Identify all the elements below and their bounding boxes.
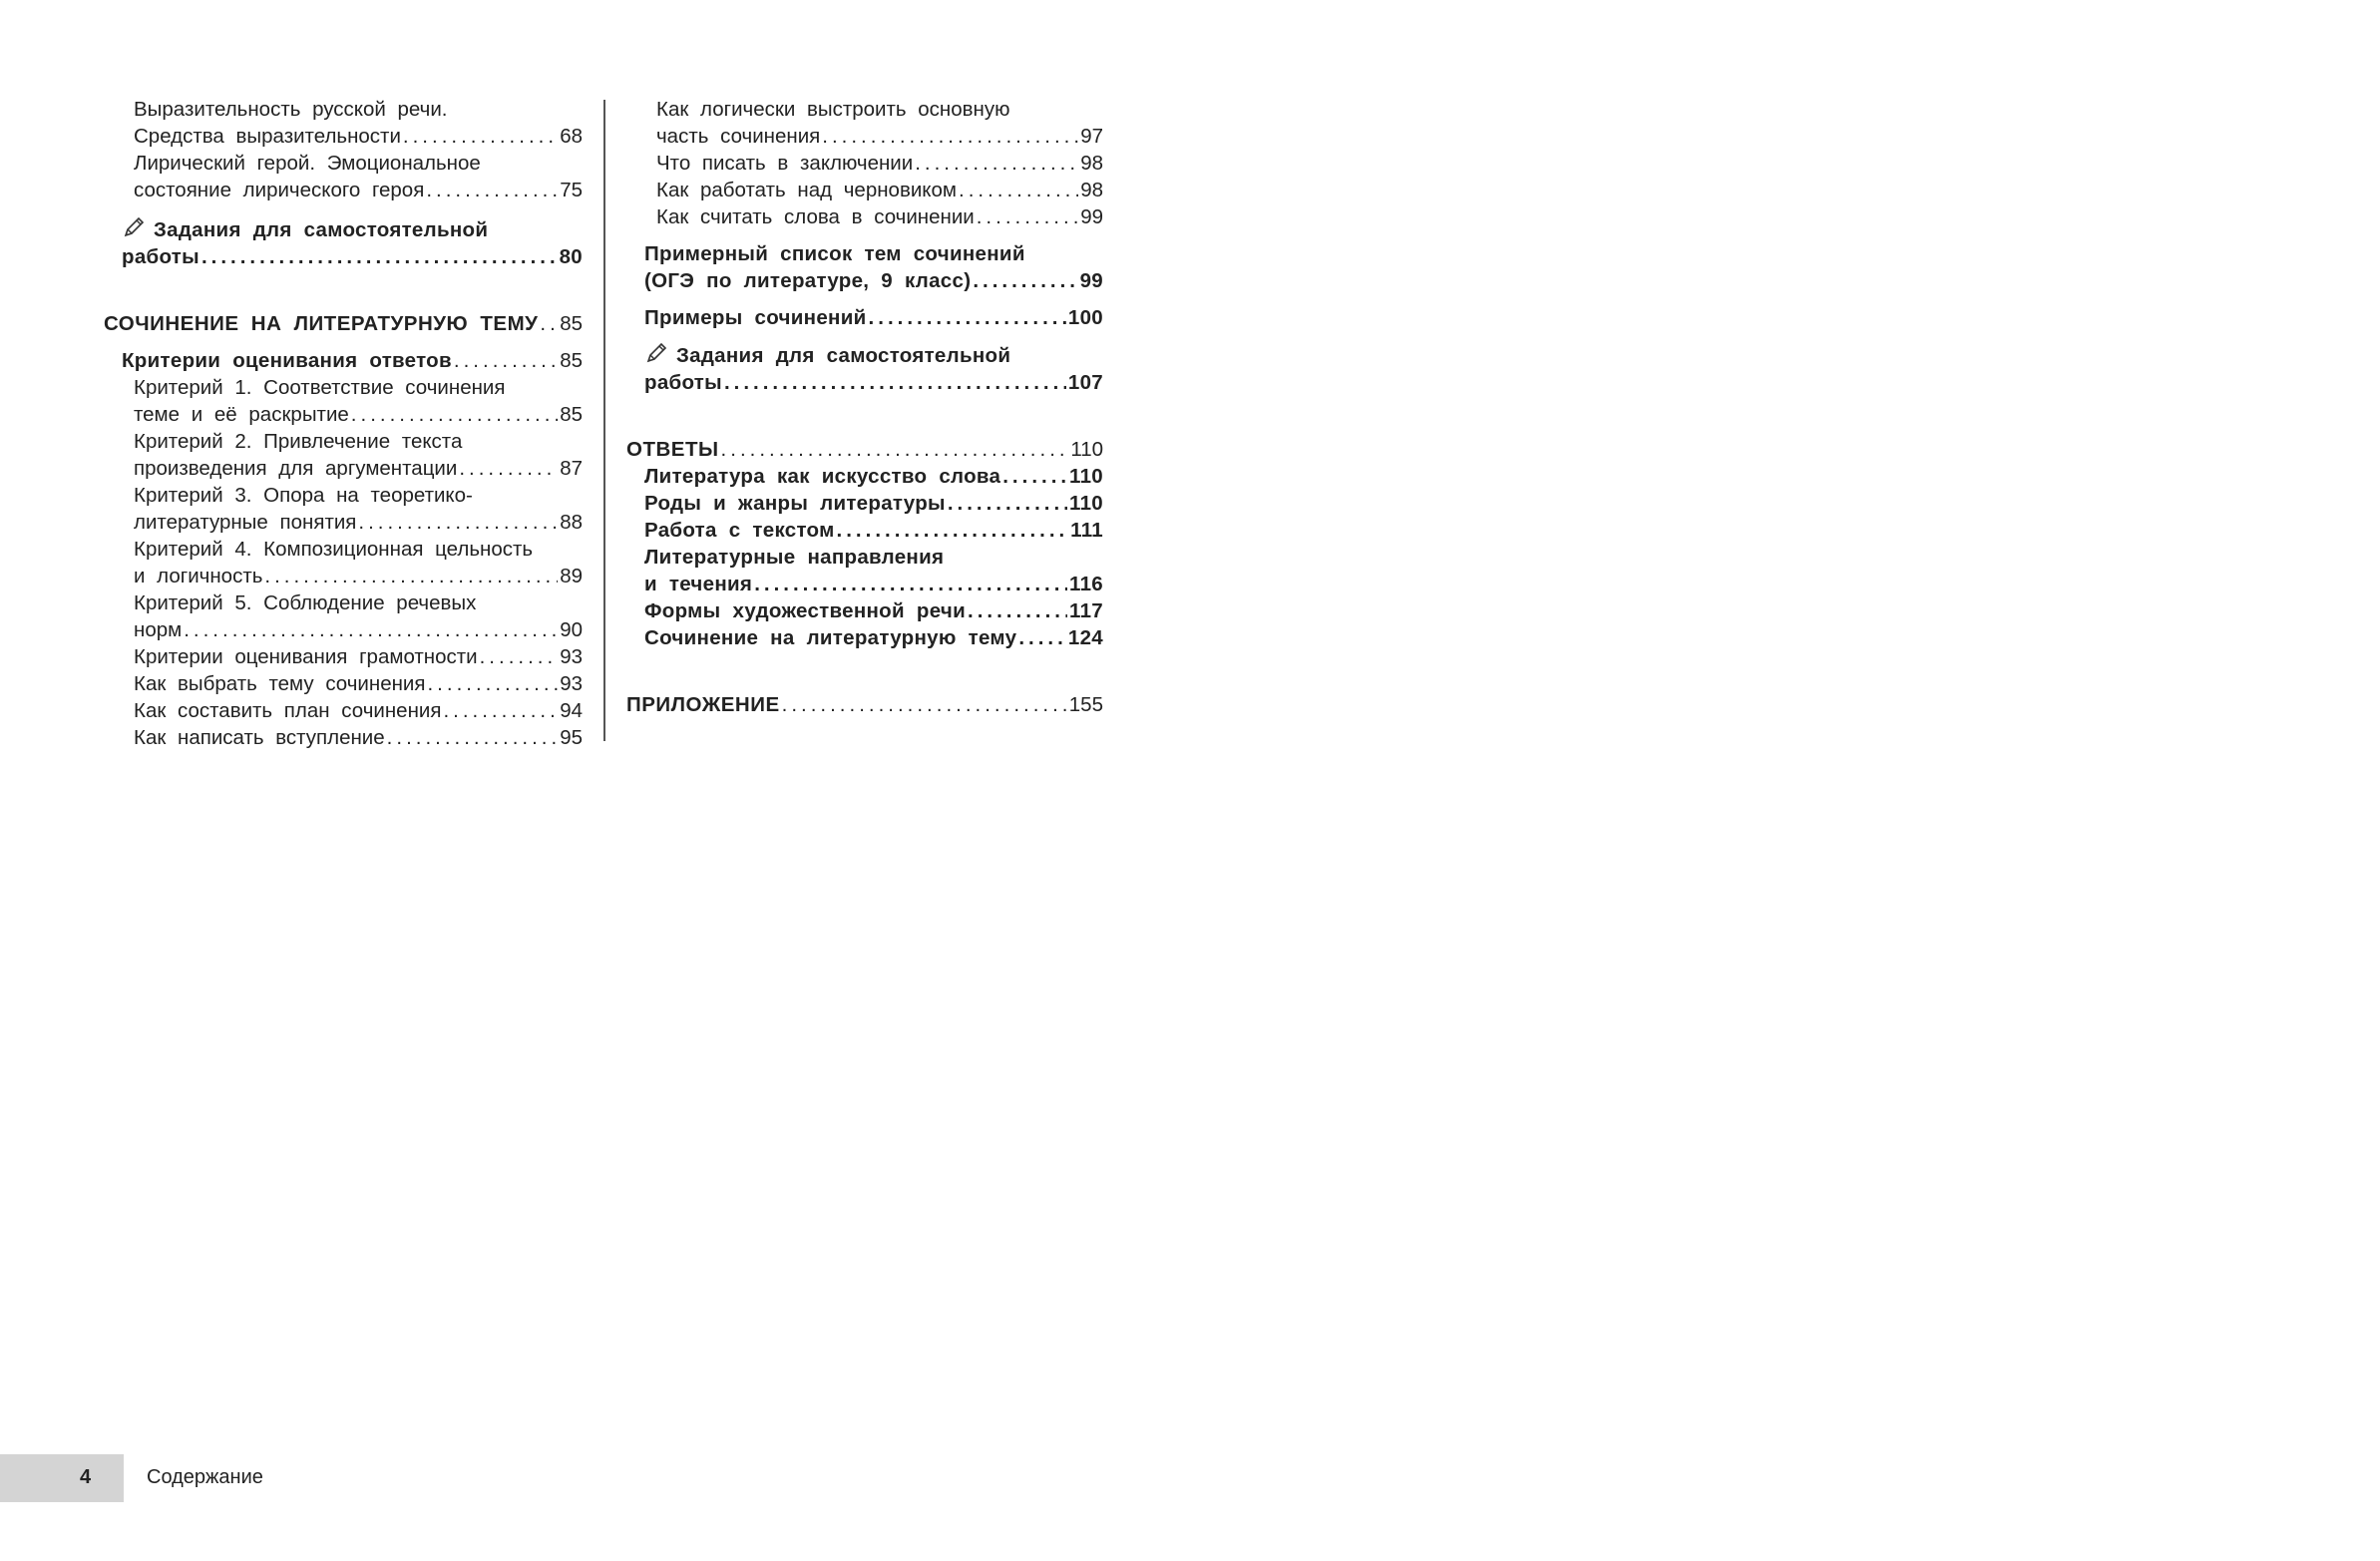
leader-dots: [782, 691, 1067, 718]
toc-entry[interactable]: Критерий 1. Соответствие сочинения теме и её раскрытие ..... 85: [104, 374, 583, 428]
page-number: 85: [560, 312, 583, 335]
toc-column-left: [104, 96, 583, 751]
page-number: 97: [1080, 125, 1103, 148]
page-number: 99: [1080, 205, 1103, 228]
toc-entry[interactable]: Лирический герой. Эмоциональное состояние лирического героя ..... 75: [104, 150, 583, 203]
page-number: 85: [560, 403, 583, 426]
toc-column-right: [626, 96, 1103, 718]
page-number: 85: [560, 349, 583, 372]
toc-entry[interactable]: Что писать в заключении ..... 98: [626, 150, 1103, 177]
page-number: 111: [1070, 519, 1103, 542]
leader-dots: [403, 123, 558, 150]
page-number: 117: [1069, 599, 1103, 622]
toc-entry[interactable]: Критерий 3. Опора на теоретико- литературные понятия ..... 88: [104, 482, 583, 536]
pencil-icon: [122, 215, 146, 239]
toc-entry[interactable]: Как выбрать тему сочинения ..... 93: [104, 670, 583, 697]
leader-dots: [1018, 624, 1066, 651]
page-number: 89: [560, 565, 583, 587]
toc-subsection[interactable]: Литературные направления и течения ..... 116: [626, 544, 1103, 597]
toc-subsection[interactable]: Работа с текстом ..... 111: [626, 517, 1103, 544]
page-number: 87: [560, 457, 583, 480]
leader-dots: [959, 177, 1078, 203]
leader-dots: [977, 203, 1078, 230]
toc-entry[interactable]: Критерий 4. Композиционная цельность и логичность ..... 89: [104, 536, 583, 589]
leader-dots: [948, 490, 1067, 517]
toc-entry[interactable]: Как логически выстроить основную часть сочинения ..... 97: [626, 96, 1103, 150]
column-divider: [603, 100, 605, 741]
toc-entry[interactable]: Как считать слова в сочинении ..... 99: [626, 203, 1103, 230]
page-number: 98: [1080, 152, 1103, 175]
toc-subsection[interactable]: Сочинение на литературную тему ..... 124: [626, 624, 1103, 651]
leader-dots: [973, 267, 1077, 294]
page-number: 110: [1069, 492, 1103, 515]
page-number: 94: [560, 699, 583, 722]
page-number: 75: [560, 179, 583, 201]
toc-entry[interactable]: Как работать над черновиком ..... 98: [626, 177, 1103, 203]
leader-dots: [721, 436, 1069, 463]
leader-dots: [184, 616, 558, 643]
page-number: 116: [1069, 573, 1103, 595]
toc-entry[interactable]: Выразительность русской речи. Средства выразительности ..... 68: [104, 96, 583, 150]
leader-dots: [915, 150, 1078, 177]
toc-section-heading[interactable]: ПРИЛОЖЕНИЕ ..... 155: [626, 691, 1103, 718]
leader-dots: [869, 304, 1066, 331]
toc-entry-tasks[interactable]: Задания для самостоятельной работы ..... 107: [626, 341, 1103, 396]
page-number: 93: [560, 645, 583, 668]
page-number: 124: [1067, 626, 1103, 649]
page-number: 99: [1079, 269, 1103, 292]
toc-entry[interactable]: Как написать вступление ..... 95: [104, 724, 583, 751]
page-number: 80: [559, 245, 583, 268]
toc-subsection[interactable]: Критерии оценивания ответов ..... 85: [104, 347, 583, 374]
toc-subsection[interactable]: Литература как искусство слова ..... 110: [626, 463, 1103, 490]
page-number: 155: [1068, 693, 1103, 716]
leader-dots: [822, 123, 1078, 150]
page-number: 93: [560, 672, 583, 695]
toc-subsection[interactable]: Роды и жанры литературы ..... 110: [626, 490, 1103, 517]
toc-section-heading[interactable]: ОТВЕТЫ ..... 110: [626, 436, 1103, 463]
footer-tab: [0, 1454, 124, 1502]
toc-section-heading[interactable]: СОЧИНЕНИЕ НА ЛИТЕРАТУРНУЮ ТЕМУ ..... 85: [104, 310, 583, 337]
toc-subsection[interactable]: Примерный список тем сочинений (ОГЭ по литературе, 9 класс) ..... 99: [626, 240, 1103, 294]
leader-dots: [454, 347, 558, 374]
page-number: 98: [1080, 179, 1103, 201]
toc-subsection[interactable]: Примеры сочинений ..... 100: [626, 304, 1103, 331]
toc-subsection[interactable]: Формы художественной речи ..... 117: [626, 597, 1103, 624]
page-number: 68: [560, 125, 583, 148]
page-number: 95: [560, 726, 583, 749]
toc-entry[interactable]: Как составить план сочинения ..... 94: [104, 697, 583, 724]
leader-dots: [427, 670, 558, 697]
leader-dots: [351, 401, 558, 428]
leader-dots: [387, 724, 559, 751]
leader-dots: [264, 563, 558, 589]
footer-section-title: Содержание: [147, 1466, 263, 1488]
leader-dots: [480, 643, 559, 670]
leader-dots: [459, 455, 558, 482]
leader-dots: [968, 597, 1067, 624]
toc-entry-tasks[interactable]: Задания для самостоятельной работы ..... 80: [104, 215, 583, 270]
page-number: 88: [560, 511, 583, 534]
leader-dots: [358, 509, 558, 536]
page-number: 110: [1070, 438, 1103, 461]
leader-dots: [426, 177, 558, 203]
leader-dots: [443, 697, 558, 724]
leader-dots: [201, 243, 558, 270]
leader-dots: [1002, 463, 1067, 490]
leader-dots: [837, 517, 1069, 544]
toc-entry[interactable]: Критерии оценивания грамотности ..... 93: [104, 643, 583, 670]
leader-dots: [540, 310, 558, 337]
toc-entry[interactable]: Критерий 5. Соблюдение речевых норм ..... 90: [104, 589, 583, 643]
footer-page-number: 4: [80, 1466, 92, 1488]
page-number: 90: [560, 618, 583, 641]
page-number: 100: [1067, 306, 1103, 329]
pencil-icon: [644, 341, 668, 365]
leader-dots: [754, 571, 1067, 597]
page-number: 107: [1067, 371, 1103, 394]
page-number: 110: [1069, 465, 1103, 488]
toc-entry[interactable]: Критерий 2. Привлечение текста произведения для аргументации ..... 87: [104, 428, 583, 482]
leader-dots: [724, 369, 1066, 396]
